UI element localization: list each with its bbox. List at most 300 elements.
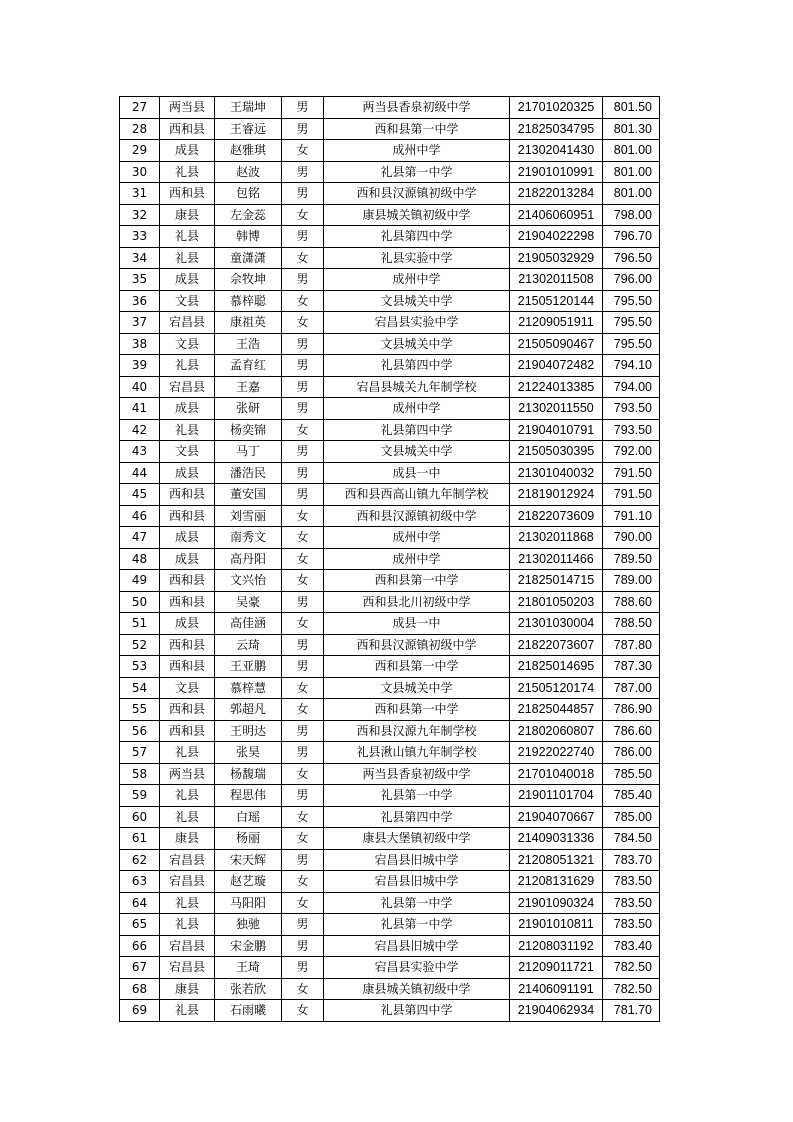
exam-number-cell: 21904010791 [510, 419, 603, 441]
school-cell: 西和县第一中学 [324, 656, 510, 678]
score-cell: 788.50 [603, 613, 660, 635]
exam-number-cell: 21302041430 [510, 140, 603, 162]
county-cell: 文县 [160, 677, 215, 699]
gender-cell: 男 [282, 333, 324, 355]
table-row [120, 978, 660, 1000]
table-row [120, 204, 660, 226]
score-cell: 796.00 [603, 269, 660, 291]
county-cell: 成县 [160, 462, 215, 484]
table-row [120, 441, 660, 463]
name-cell: 左金蕊 [215, 204, 282, 226]
county-cell: 西和县 [160, 591, 215, 613]
school-cell: 礼县第一中学 [324, 914, 510, 936]
gender-cell: 男 [282, 785, 324, 807]
name-cell: 杨丽 [215, 828, 282, 850]
county-cell: 西和县 [160, 570, 215, 592]
score-cell: 786.00 [603, 742, 660, 764]
exam-number-cell: 21825014715 [510, 570, 603, 592]
score-cell: 795.50 [603, 312, 660, 334]
county-cell: 礼县 [160, 785, 215, 807]
table-row [120, 183, 660, 205]
score-cell: 785.50 [603, 763, 660, 785]
exam-number-cell: 21208131629 [510, 871, 603, 893]
score-cell: 791.50 [603, 484, 660, 506]
rank-cell: 35 [120, 269, 160, 291]
table-row [120, 161, 660, 183]
rank-cell: 39 [120, 355, 160, 377]
score-cell: 787.00 [603, 677, 660, 699]
table-body [120, 97, 660, 1022]
school-cell: 礼县实验中学 [324, 247, 510, 269]
school-cell: 宕昌县旧城中学 [324, 871, 510, 893]
school-cell: 文县城关中学 [324, 333, 510, 355]
name-cell: 高佳涵 [215, 613, 282, 635]
score-cell: 787.30 [603, 656, 660, 678]
table-row [120, 333, 660, 355]
table-row [120, 226, 660, 248]
gender-cell: 女 [282, 312, 324, 334]
school-cell: 成州中学 [324, 548, 510, 570]
rank-cell: 45 [120, 484, 160, 506]
rank-cell: 36 [120, 290, 160, 312]
county-cell: 成县 [160, 398, 215, 420]
gender-cell: 男 [282, 355, 324, 377]
name-cell: 康祖英 [215, 312, 282, 334]
name-cell: 吴豪 [215, 591, 282, 613]
table-row [120, 634, 660, 656]
rank-cell: 51 [120, 613, 160, 635]
table-row [120, 935, 660, 957]
exam-number-cell: 21922022740 [510, 742, 603, 764]
rank-cell: 57 [120, 742, 160, 764]
exam-number-cell: 21302011466 [510, 548, 603, 570]
exam-number-cell: 21801050203 [510, 591, 603, 613]
school-cell: 礼县第一中学 [324, 161, 510, 183]
school-cell: 西和县汉源镇初级中学 [324, 505, 510, 527]
score-cell: 786.90 [603, 699, 660, 721]
score-cell: 796.50 [603, 247, 660, 269]
gender-cell: 女 [282, 527, 324, 549]
name-cell: 白瑶 [215, 806, 282, 828]
name-cell: 王睿远 [215, 118, 282, 140]
county-cell: 西和县 [160, 183, 215, 205]
exam-number-cell: 21904022298 [510, 226, 603, 248]
exam-number-cell: 21822073609 [510, 505, 603, 527]
exam-number-cell: 21822073607 [510, 634, 603, 656]
gender-cell: 女 [282, 806, 324, 828]
county-cell: 礼县 [160, 892, 215, 914]
gender-cell: 男 [282, 634, 324, 656]
table-row [120, 570, 660, 592]
name-cell: 赵艺璇 [215, 871, 282, 893]
score-cell: 788.60 [603, 591, 660, 613]
name-cell: 韩博 [215, 226, 282, 248]
score-cell: 784.50 [603, 828, 660, 850]
gender-cell: 女 [282, 763, 324, 785]
name-cell: 王明达 [215, 720, 282, 742]
exam-number-cell: 21302011868 [510, 527, 603, 549]
county-cell: 礼县 [160, 914, 215, 936]
rank-cell: 31 [120, 183, 160, 205]
school-cell: 礼县湫山镇九年制学校 [324, 742, 510, 764]
county-cell: 宕昌县 [160, 935, 215, 957]
name-cell: 宋金鹏 [215, 935, 282, 957]
score-cell: 783.50 [603, 914, 660, 936]
county-cell: 宕昌县 [160, 849, 215, 871]
exam-number-cell: 21409031336 [510, 828, 603, 850]
table-row [120, 720, 660, 742]
name-cell: 董安国 [215, 484, 282, 506]
county-cell: 礼县 [160, 806, 215, 828]
table-row [120, 849, 660, 871]
score-cell: 801.00 [603, 140, 660, 162]
table-row [120, 892, 660, 914]
name-cell: 王瑞坤 [215, 97, 282, 119]
county-cell: 礼县 [160, 247, 215, 269]
rank-cell: 48 [120, 548, 160, 570]
rank-cell: 64 [120, 892, 160, 914]
score-cell: 793.50 [603, 398, 660, 420]
table-row [120, 527, 660, 549]
table-row [120, 914, 660, 936]
name-cell: 王琦 [215, 957, 282, 979]
exam-number-cell: 21209051911 [510, 312, 603, 334]
score-cell: 801.50 [603, 97, 660, 119]
gender-cell: 女 [282, 419, 324, 441]
score-cell: 795.50 [603, 290, 660, 312]
name-cell: 王嘉 [215, 376, 282, 398]
rank-cell: 30 [120, 161, 160, 183]
county-cell: 文县 [160, 333, 215, 355]
exam-number-cell: 21505090467 [510, 333, 603, 355]
county-cell: 宕昌县 [160, 312, 215, 334]
score-cell: 791.50 [603, 462, 660, 484]
name-cell: 王亚鹏 [215, 656, 282, 678]
gender-cell: 女 [282, 871, 324, 893]
gender-cell: 男 [282, 183, 324, 205]
exam-number-cell: 21904072482 [510, 355, 603, 377]
name-cell: 慕梓聪 [215, 290, 282, 312]
county-cell: 康县 [160, 828, 215, 850]
exam-number-cell: 21209011721 [510, 957, 603, 979]
rank-cell: 49 [120, 570, 160, 592]
score-cell: 786.60 [603, 720, 660, 742]
table-row [120, 763, 660, 785]
county-cell: 康县 [160, 204, 215, 226]
rank-cell: 28 [120, 118, 160, 140]
county-cell: 文县 [160, 441, 215, 463]
score-cell: 801.00 [603, 183, 660, 205]
county-cell: 礼县 [160, 1000, 215, 1022]
exam-number-cell: 21901090324 [510, 892, 603, 914]
school-cell: 宕昌县旧城中学 [324, 849, 510, 871]
score-cell: 785.00 [603, 806, 660, 828]
school-cell: 成州中学 [324, 527, 510, 549]
name-cell: 刘雪丽 [215, 505, 282, 527]
school-cell: 两当县香泉初级中学 [324, 97, 510, 119]
table-row [120, 677, 660, 699]
exam-number-cell: 21825034795 [510, 118, 603, 140]
school-cell: 礼县第一中学 [324, 785, 510, 807]
gender-cell: 男 [282, 226, 324, 248]
county-cell: 西和县 [160, 634, 215, 656]
county-cell: 成县 [160, 613, 215, 635]
exam-number-cell: 21904062934 [510, 1000, 603, 1022]
exam-number-cell: 21406060951 [510, 204, 603, 226]
school-cell: 康县城关镇初级中学 [324, 978, 510, 1000]
score-cell: 783.50 [603, 892, 660, 914]
school-cell: 康县大堡镇初级中学 [324, 828, 510, 850]
name-cell: 宋天辉 [215, 849, 282, 871]
exam-number-cell: 21905032929 [510, 247, 603, 269]
name-cell: 慕梓慧 [215, 677, 282, 699]
gender-cell: 女 [282, 892, 324, 914]
score-cell: 792.00 [603, 441, 660, 463]
score-table [119, 96, 660, 1022]
county-cell: 成县 [160, 527, 215, 549]
exam-number-cell: 21819012924 [510, 484, 603, 506]
county-cell: 西和县 [160, 699, 215, 721]
exam-number-cell: 21505120174 [510, 677, 603, 699]
exam-number-cell: 21406091191 [510, 978, 603, 1000]
rank-cell: 60 [120, 806, 160, 828]
name-cell: 张昊 [215, 742, 282, 764]
gender-cell: 男 [282, 935, 324, 957]
county-cell: 西和县 [160, 484, 215, 506]
rank-cell: 66 [120, 935, 160, 957]
name-cell: 南秀文 [215, 527, 282, 549]
table-row [120, 355, 660, 377]
exam-number-cell: 21302011508 [510, 269, 603, 291]
exam-number-cell: 21825014695 [510, 656, 603, 678]
score-cell: 785.40 [603, 785, 660, 807]
county-cell: 成县 [160, 269, 215, 291]
score-cell: 787.80 [603, 634, 660, 656]
county-cell: 礼县 [160, 161, 215, 183]
rank-cell: 42 [120, 419, 160, 441]
county-cell: 西和县 [160, 505, 215, 527]
exam-number-cell: 21505030395 [510, 441, 603, 463]
school-cell: 成州中学 [324, 140, 510, 162]
rank-cell: 32 [120, 204, 160, 226]
exam-number-cell: 21825044857 [510, 699, 603, 721]
gender-cell: 男 [282, 441, 324, 463]
name-cell: 马丁 [215, 441, 282, 463]
school-cell: 礼县第四中学 [324, 806, 510, 828]
school-cell: 西和县汉源九年制学校 [324, 720, 510, 742]
rank-cell: 63 [120, 871, 160, 893]
name-cell: 张研 [215, 398, 282, 420]
school-cell: 礼县第一中学 [324, 892, 510, 914]
gender-cell: 男 [282, 914, 324, 936]
gender-cell: 女 [282, 828, 324, 850]
rank-cell: 34 [120, 247, 160, 269]
table-row [120, 419, 660, 441]
school-cell: 西和县第一中学 [324, 570, 510, 592]
rank-cell: 54 [120, 677, 160, 699]
gender-cell: 男 [282, 462, 324, 484]
rank-cell: 59 [120, 785, 160, 807]
school-cell: 成州中学 [324, 398, 510, 420]
gender-cell: 女 [282, 204, 324, 226]
exam-number-cell: 21301040032 [510, 462, 603, 484]
gender-cell: 女 [282, 548, 324, 570]
exam-number-cell: 21208031192 [510, 935, 603, 957]
table-row [120, 591, 660, 613]
exam-number-cell: 21904070667 [510, 806, 603, 828]
exam-number-cell: 21901101704 [510, 785, 603, 807]
school-cell: 西和县汉源镇初级中学 [324, 634, 510, 656]
gender-cell: 男 [282, 118, 324, 140]
school-cell: 礼县第四中学 [324, 355, 510, 377]
gender-cell: 男 [282, 656, 324, 678]
rank-cell: 52 [120, 634, 160, 656]
school-cell: 文县城关中学 [324, 290, 510, 312]
table-row [120, 484, 660, 506]
gender-cell: 女 [282, 613, 324, 635]
rank-cell: 41 [120, 398, 160, 420]
rank-cell: 55 [120, 699, 160, 721]
rank-cell: 29 [120, 140, 160, 162]
name-cell: 杨馥瑞 [215, 763, 282, 785]
name-cell: 潘浩民 [215, 462, 282, 484]
gender-cell: 女 [282, 290, 324, 312]
rank-cell: 61 [120, 828, 160, 850]
county-cell: 文县 [160, 290, 215, 312]
exam-number-cell: 21224013385 [510, 376, 603, 398]
gender-cell: 男 [282, 269, 324, 291]
table-row [120, 785, 660, 807]
score-cell: 793.50 [603, 419, 660, 441]
school-cell: 西和县汉源镇初级中学 [324, 183, 510, 205]
school-cell: 两当县香泉初级中学 [324, 763, 510, 785]
table-row [120, 828, 660, 850]
exam-number-cell: 21802060807 [510, 720, 603, 742]
exam-number-cell: 21901010811 [510, 914, 603, 936]
county-cell: 西和县 [160, 118, 215, 140]
gender-cell: 女 [282, 570, 324, 592]
table-row [120, 505, 660, 527]
school-cell: 宕昌县城关九年制学校 [324, 376, 510, 398]
score-cell: 790.00 [603, 527, 660, 549]
school-cell: 文县城关中学 [324, 441, 510, 463]
rank-cell: 43 [120, 441, 160, 463]
score-cell: 794.10 [603, 355, 660, 377]
gender-cell: 男 [282, 720, 324, 742]
exam-number-cell: 21301030004 [510, 613, 603, 635]
gender-cell: 女 [282, 505, 324, 527]
score-cell: 782.50 [603, 978, 660, 1000]
table-row [120, 548, 660, 570]
gender-cell: 男 [282, 849, 324, 871]
table-row [120, 462, 660, 484]
name-cell: 高丹阳 [215, 548, 282, 570]
county-cell: 康县 [160, 978, 215, 1000]
gender-cell: 男 [282, 161, 324, 183]
exam-number-cell: 21701020325 [510, 97, 603, 119]
table-row [120, 247, 660, 269]
score-cell: 789.50 [603, 548, 660, 570]
exam-number-cell: 21505120144 [510, 290, 603, 312]
rank-cell: 65 [120, 914, 160, 936]
table-row [120, 269, 660, 291]
score-cell: 795.50 [603, 333, 660, 355]
gender-cell: 女 [282, 247, 324, 269]
name-cell: 童潇潇 [215, 247, 282, 269]
score-cell: 789.00 [603, 570, 660, 592]
county-cell: 礼县 [160, 226, 215, 248]
gender-cell: 女 [282, 978, 324, 1000]
county-cell: 两当县 [160, 97, 215, 119]
score-cell: 782.50 [603, 957, 660, 979]
name-cell: 程思伟 [215, 785, 282, 807]
school-cell: 西和县第一中学 [324, 699, 510, 721]
score-cell: 798.00 [603, 204, 660, 226]
score-cell: 783.70 [603, 849, 660, 871]
gender-cell: 男 [282, 376, 324, 398]
name-cell: 孟育红 [215, 355, 282, 377]
exam-number-cell: 21901010991 [510, 161, 603, 183]
county-cell: 西和县 [160, 656, 215, 678]
score-cell: 791.10 [603, 505, 660, 527]
gender-cell: 女 [282, 140, 324, 162]
name-cell: 包铭 [215, 183, 282, 205]
name-cell: 张若欣 [215, 978, 282, 1000]
county-cell: 成县 [160, 548, 215, 570]
school-cell: 康县城关镇初级中学 [324, 204, 510, 226]
name-cell: 王浩 [215, 333, 282, 355]
name-cell: 云琦 [215, 634, 282, 656]
table-row [120, 118, 660, 140]
school-cell: 西和县第一中学 [324, 118, 510, 140]
county-cell: 宕昌县 [160, 957, 215, 979]
rank-cell: 62 [120, 849, 160, 871]
gender-cell: 男 [282, 398, 324, 420]
rank-cell: 44 [120, 462, 160, 484]
school-cell: 西和县西高山镇九年制学校 [324, 484, 510, 506]
name-cell: 文兴怡 [215, 570, 282, 592]
school-cell: 成县一中 [324, 462, 510, 484]
score-cell: 801.00 [603, 161, 660, 183]
county-cell: 礼县 [160, 355, 215, 377]
name-cell: 郭超凡 [215, 699, 282, 721]
gender-cell: 女 [282, 699, 324, 721]
gender-cell: 女 [282, 1000, 324, 1022]
school-cell: 宕昌县旧城中学 [324, 935, 510, 957]
table-row [120, 398, 660, 420]
gender-cell: 男 [282, 591, 324, 613]
county-cell: 成县 [160, 140, 215, 162]
table-row [120, 742, 660, 764]
exam-number-cell: 21302011550 [510, 398, 603, 420]
table-row [120, 376, 660, 398]
rank-cell: 56 [120, 720, 160, 742]
name-cell: 杨奕锦 [215, 419, 282, 441]
table-row [120, 613, 660, 635]
rank-cell: 50 [120, 591, 160, 613]
county-cell: 两当县 [160, 763, 215, 785]
table-row [120, 699, 660, 721]
table-row [120, 871, 660, 893]
score-cell: 794.00 [603, 376, 660, 398]
school-cell: 宕昌县实验中学 [324, 957, 510, 979]
table-row [120, 290, 660, 312]
gender-cell: 女 [282, 677, 324, 699]
table-row [120, 140, 660, 162]
rank-cell: 46 [120, 505, 160, 527]
school-cell: 礼县第四中学 [324, 419, 510, 441]
gender-cell: 男 [282, 97, 324, 119]
